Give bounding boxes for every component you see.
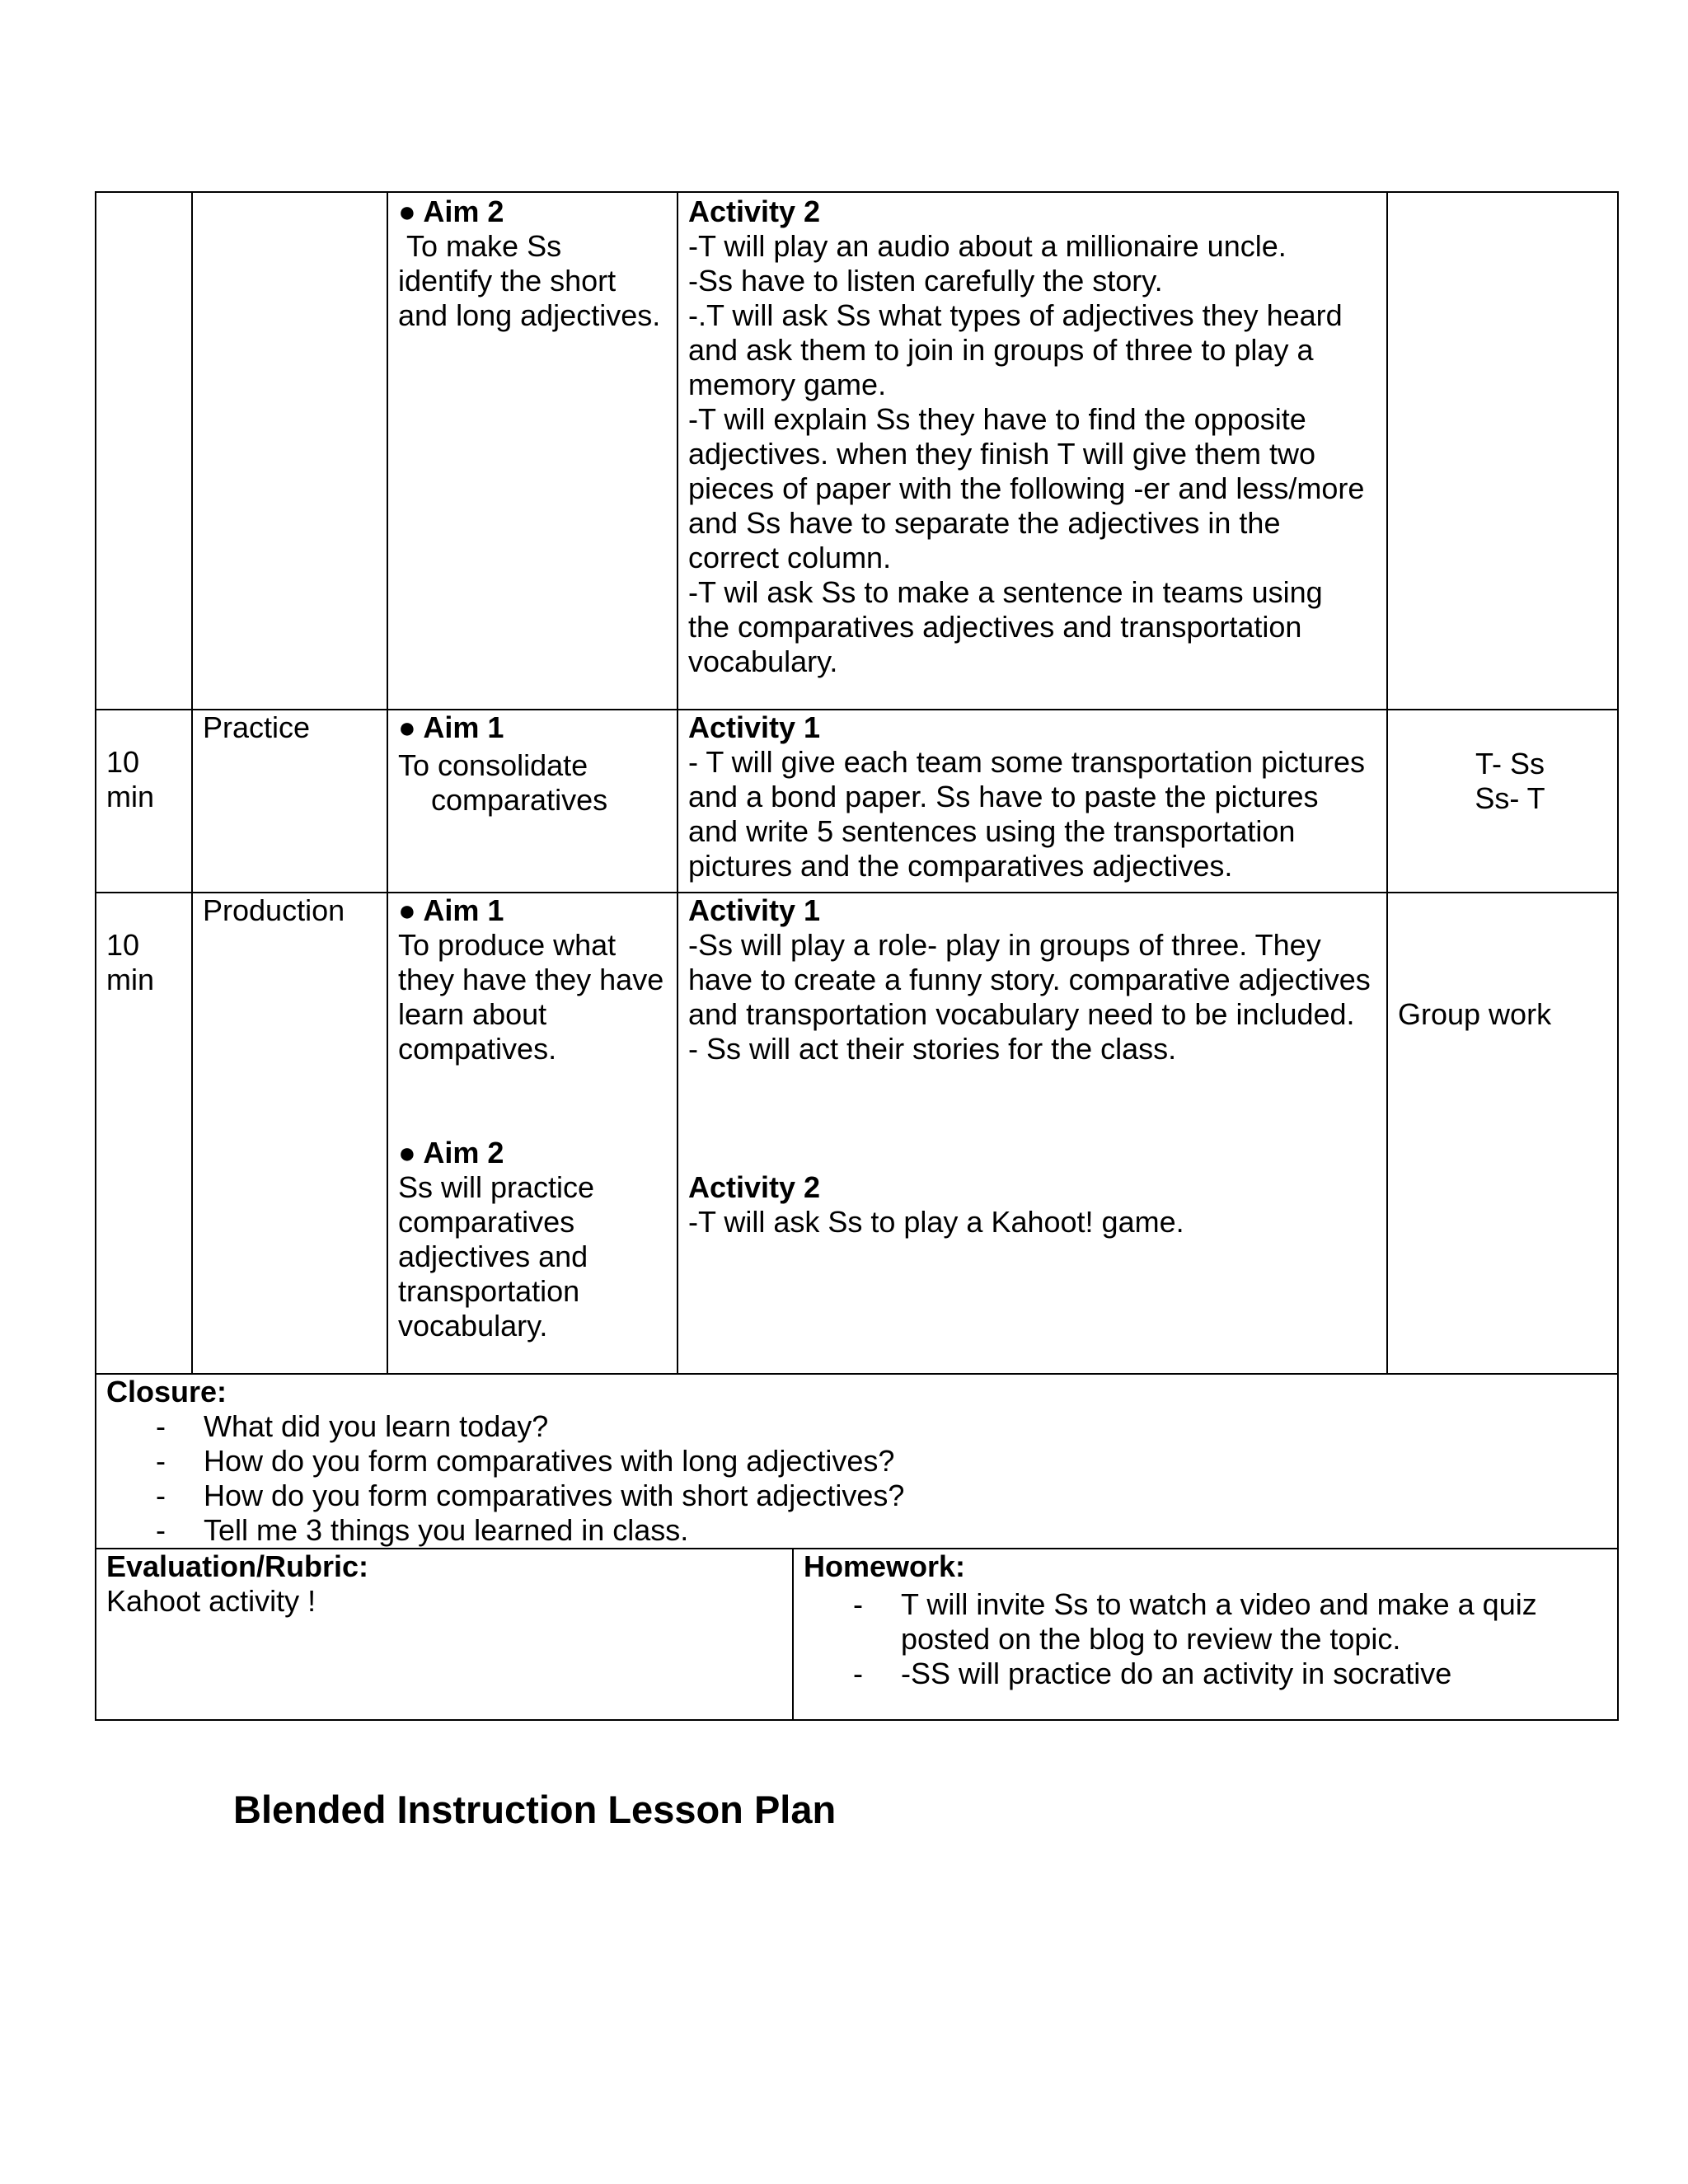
dash-bullet: - [156,1409,166,1443]
stage-label: Practice [203,710,311,744]
interaction-text: T- Ss [1475,747,1545,780]
page-title: Blended Instruction Lesson Plan [233,1788,837,1831]
table-border-top [95,191,1619,193]
closure-item [106,1479,1607,1513]
aim-text: vocabulary. [398,1309,548,1343]
row-3-interaction [1388,997,1617,1032]
dash-bullet: - [156,1513,166,1547]
homework-section [794,1549,1617,1691]
aim-text: Ss will practice [398,1170,595,1204]
activity-text: and transportation vocabulary need to be included. [688,997,1355,1031]
row-3-stage [193,893,387,928]
stage-label: Production [203,893,345,927]
interaction-text: Ss- T [1475,781,1545,815]
col-divider-1 [191,191,193,1375]
interaction-text: Group work [1398,997,1552,1031]
closure-section [96,1375,1617,1548]
aim-text: comparatives [398,783,608,817]
activity-text: -Ss have to listen carefully the story. [688,264,1163,298]
aim-heading: ● Aim 2 [398,1136,504,1169]
aim-text: To produce what [398,928,617,962]
activity-text: correct column. [688,541,892,574]
activity-text: vocabulary. [688,644,838,678]
aim-text: To make Ss [398,229,562,263]
aim-text: adjectives and [398,1240,588,1273]
aim-heading: ● Aim 2 [398,194,504,228]
dash-bullet: - [156,1479,166,1512]
homework-item [804,1657,1607,1691]
activity-text: - T will give each team some transportation pictures [688,745,1366,779]
closure-item-text: How do you form comparatives with short adjectives? [204,1479,905,1512]
table-border-right [1617,191,1619,1721]
activity-text: -T wil ask Ss to make a sentence in teams using [688,575,1323,609]
activity-text: and write 5 sentences using the transportation [688,814,1296,848]
homework-list [804,1587,1607,1691]
row-3-time [96,928,191,997]
homework-item [804,1587,1607,1657]
row-2-aims [388,710,677,818]
time-unit: min [106,780,155,813]
closure-item [106,1513,1607,1548]
homework-item-text: posted on the blog to review the topic. [901,1622,1401,1656]
activity-heading: Activity 2 [688,1170,821,1204]
activity-heading: Activity 1 [688,710,821,744]
activity-text: pictures and the comparatives adjectives. [688,849,1233,883]
row-3-aims [388,893,677,1343]
row-2-activities [678,710,1386,883]
aim-text: comparatives [398,1205,575,1239]
aim-text: identify the short [398,264,617,298]
evaluation-text: Kahoot activity ! [106,1584,316,1618]
time-value: 10 [106,928,140,962]
homework-heading: Homework: [804,1549,966,1583]
dash-bullet: - [853,1587,863,1621]
dash-bullet: - [853,1657,863,1690]
time-value: 10 [106,745,140,779]
homework-item-text: -SS will practice do an activity in socrative [901,1657,1452,1690]
closure-item-text: What did you learn today? [204,1409,549,1443]
activity-text: and a bond paper. Ss have to paste the pictures [688,780,1319,813]
activity-text: have to create a funny story. comparative adjectives [688,963,1371,996]
activity-text: -Ss will play a role- play in groups of three. They [688,928,1321,962]
evaluation-heading: Evaluation/Rubric: [106,1549,369,1583]
activity-text: the comparatives adjectives and transportation [688,610,1302,644]
dash-bullet: - [156,1444,166,1478]
activity-text: adjectives. when they finish T will give them two [688,437,1316,471]
aim-text: To consolidate [398,748,588,782]
row-3-activities [678,893,1386,1240]
aim-heading: ● Aim 1 [398,893,504,927]
row-1-aims [388,194,677,333]
activity-text: and ask them to join in groups of three to play a [688,333,1314,367]
closure-list [106,1409,1607,1548]
closure-item [106,1409,1607,1444]
activity-text: -T will play an audio about a millionaire uncle. [688,229,1287,263]
evaluation-section [96,1549,792,1619]
activity-text: -.T will ask Ss what types of adjectives they heard [688,298,1343,332]
row-2-stage [193,710,387,745]
aim-text: learn about [398,997,547,1031]
row-1-activities [678,194,1386,679]
homework-item-text: T will invite Ss to watch a video and make a quiz [901,1587,1537,1621]
activity-text: -T will explain Ss they have to find the opposite [688,402,1306,436]
activity-text: -T will ask Ss to play a Kahoot! game. [688,1205,1184,1239]
activity-text: and Ss have to separate the adjectives in the [688,506,1281,540]
row-2-time [96,745,191,814]
activity-text: pieces of paper with the following -er and less/more [688,471,1365,505]
row-2-interaction [1388,747,1617,816]
closure-heading: Closure: [106,1375,227,1408]
aim-text: compatives. [398,1032,557,1066]
activity-heading: Activity 1 [688,893,821,927]
activity-heading: Activity 2 [688,194,821,228]
activity-text: - Ss will act their stories for the class. [688,1032,1177,1066]
closure-item-text: Tell me 3 things you learned in class. [204,1513,689,1547]
time-unit: min [106,963,155,996]
activity-text: memory game. [688,368,887,401]
aim-text: and long adjectives. [398,298,661,332]
closure-item-text: How do you form comparatives with long adjectives? [204,1444,895,1478]
aim-heading: ● Aim 1 [398,710,504,744]
aim-text: they have they have [398,963,664,996]
aim-text: transportation [398,1274,580,1308]
table-border-bottom [95,1719,1619,1721]
closure-item [106,1444,1607,1479]
